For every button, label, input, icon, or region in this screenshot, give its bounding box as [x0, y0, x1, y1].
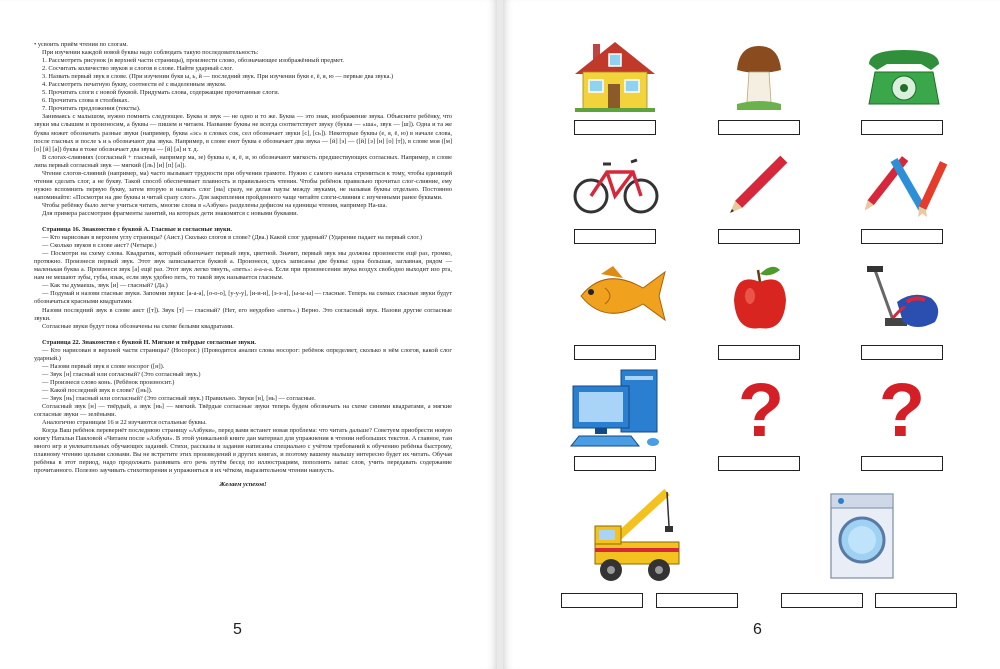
answer-box[interactable] — [861, 229, 943, 244]
paragraph: В слогах-слияниях (согласный + гласный, например ма, зе) буквы е, я, ё, и, ю обозначают мягкость предшествующих согласных. Например, в слове липа первый согласный звук — мягкий ([ль] [и] [п] [а]). — [34, 153, 452, 169]
answer-box[interactable] — [574, 120, 656, 135]
house-icon — [575, 40, 655, 112]
answer-box[interactable] — [781, 593, 863, 608]
section-heading: Страница 22. Знакомство с буквой Н. Мягкие и твёрдые согласные звуки. — [42, 338, 256, 346]
answer-box[interactable] — [718, 229, 800, 244]
answer-box[interactable] — [656, 593, 738, 608]
instructions-text — [34, 41, 452, 489]
answer-box[interactable] — [875, 593, 957, 608]
paragraph: Когда Ваш ребёнок перевернёт последнюю страницу «Азбуки», перед вами встанет новая проблема: что читать дальше? Советуем приобрести новую книгу Натальи Павловой «Читаем после «Азбуки». В этой уникальной книге дан материал для упражнения в чтении небольших текстов. А главное, там много игр и увлекательных обучающих заданий. Стихи, рассказы и задания написаны специально с учётом требований к обучению ребёнка быстрому, плавному чтению целыми словами. Вы не встретите этих произведений в других книгах, и поэтому вашему малышу интересно будет их читать. Обучая ребёнка в этот период, надо продолжать развивать его речь путём бесед по иллюстрациям, пополнять запас слов, учить передавать содержание прочитанного. Полезно заучивать стихотворения и упражняться в их чётком, выразительном чтении наизусть. — [34, 427, 452, 475]
svg-text:?: ? — [879, 374, 925, 446]
paragraph: При изучении каждой новой буквы надо соблюдать такую последовательность: — [42, 49, 259, 57]
answer-box[interactable] — [861, 345, 943, 360]
pencil-icon — [725, 150, 789, 222]
bicycle-icon — [573, 152, 659, 218]
paragraph: 2. Сосчитать количество звуков и слогов в слове. Найти ударный слог. — [42, 65, 233, 73]
answer-box[interactable] — [574, 229, 656, 244]
paragraph: — Как ты думаешь, звук [и] — гласный? (Да.) — [42, 282, 168, 290]
paragraph: Аналогично страницам 16 и 22 изучаются остальные буквы. — [42, 419, 207, 427]
page-number: 5 — [233, 621, 242, 638]
question-mark-icon — [879, 374, 925, 446]
answer-box[interactable] — [861, 120, 943, 135]
paragraph: 3. Назвать первый звук в слове. (При изучении букв ы, ь, й — последний звук. При изучении букв е, ё, я, ю — первые два звука.) — [42, 73, 394, 81]
paragraph: 5. Прочитать слоги с новой буквой. Придумать слова, содержащие прочитанные слоги. — [42, 89, 280, 97]
apple-icon — [728, 262, 792, 336]
paragraph: — Сколько звуков в слове аист? (Четыре.) — [42, 242, 157, 250]
right-page — [503, 0, 1000, 669]
paragraph: Занимаясь с малышом, нужно помнить следующее. Буква и звук — не одно и то же. Буква — это знак, изображение звука. Объясните ребёнку, что звуки мы слышим и произносим, а буквы — пишем и читаем. Название буквы не всегда соответствует звуку (буква — «ша», звук — [ш]). Одна и та же буква может обозначать разные звуки (например, буква «эс» в словах сок, сел обозначает звуки [с], [сь]). Некоторые буквы (е, я, ё, ю) в начале слова, после гласных и после ъ и ь обозначают два звука. Например, в слове енот буква е обозначает два звука — [й] [э] — ([й] [э] [н] [о] [т]), в слове моя ([м] [о] [й] [а]) буква я тоже обозначает два звука — [й] [а] и т. д. — [34, 113, 452, 153]
paragraph: — Кто нарисован в верхней части страницы? (Носорог.) (Проводится анализ слова носорог: ребёнок определяет, сколько в нём слогов, какой слог ударный.) — [34, 346, 452, 362]
answer-box[interactable] — [574, 345, 656, 360]
answer-box[interactable] — [574, 456, 656, 471]
telephone-icon — [865, 46, 943, 108]
paragraph: Чтение слогов-слияний (например, ма) часто вызывает трудности при обучении грамоте. Нужно с самого начала стремиться к тому, чтобы единицей чтения сделать слог, а не букву. Такой способ обеспечивает плавность и правильность чтения. Чтобы ребёнок правильно прочитал слог-слияние, ему нужно вспомнить первую букву, затем вторую и назвать слог [ма] сразу, не делая паузы между звуками, не называя буквы отдельно. Постоянно напоминайте: «Посмотри на две буквы и читай сразу слог». Для закрепления пройденного чаще читайте слоги-слияния с изученными ранее буквами. — [34, 169, 452, 201]
paragraph: Чтобы ребёнку было легче учиться читать, многие слова в «Азбуке» разделены дефисом на единицы чтения, например На-ша. — [42, 201, 388, 209]
answer-box[interactable] — [718, 456, 800, 471]
paragraph: 1. Рассмотреть рисунок (в верхней части страницы), произнести слово, обозначающее изображённый предмет. — [42, 57, 345, 65]
answer-box[interactable] — [561, 593, 643, 608]
paragraph: — Кто нарисован в верхнем углу страницы? (Аист.) Сколько слогов в слове? (Два.) Какой слог ударный? (Ударение падает на первый слог.) — [42, 234, 423, 242]
computer-icon — [569, 366, 667, 452]
section-heading: Страница 16. Знакомство с буквой А. Гласные и согласные звуки. — [42, 226, 232, 234]
paragraph: • усвоить приём чтения по слогам. — [34, 41, 129, 48]
washing-machine-icon — [825, 490, 899, 582]
paragraph: 4. Рассмотреть печатную букву, соотнести её с выделенным звуком. — [42, 81, 227, 89]
answer-box[interactable] — [861, 456, 943, 471]
paragraph: Назови последний звук в слове аист ([т]). Звук [т] — гласный? (Нет, его неудобно «петь».) Верно. Это согласный звук. Назови другие согласные звуки. — [34, 306, 452, 322]
paragraph: Согласные звуки будут пока обозначены на схеме белыми квадратами. — [42, 322, 234, 330]
paragraph: — Произнеси слово конь. (Ребёнок произносит.) — [42, 378, 175, 386]
paragraph: 7. Прочитать предложения (тексты). — [42, 105, 141, 113]
question-mark-icon — [738, 374, 784, 446]
pencils-icon — [865, 150, 949, 224]
paragraph: — Назови первый звук в слове носорог ([н]). — [42, 362, 165, 370]
mushroom-icon — [735, 44, 783, 110]
closing-text: Желаем успехов! — [219, 481, 267, 489]
crane-truck-icon — [589, 486, 685, 586]
left-page — [0, 0, 497, 669]
answer-box[interactable] — [718, 345, 800, 360]
vacuum-cleaner-icon — [853, 262, 945, 340]
paragraph: — Посмотри на схему слова. Квадратик, который обозначает первый звук, цветной. Значит, первый звук мы должны произнести ещё раз, громко, протяжно. Произнеси первый звук. Этот звук записывается буквой а. Произнеси, здесь записаны две буквы: одна большая, заглавная, рядом — маленькая буква а. Произнеси звук [а] ещё раз. Этот звук легко тянуть, «петь»: а-а-а-а. Если при произнесении звука воздух свободно выходит изо рта, нам не мешают зубы, губы, язык, если звук удобно петь, то такой звук называется гласным. — [34, 250, 452, 282]
svg-text:?: ? — [738, 374, 784, 446]
paragraph: — Звук [нь] гласный или согласный? (Это согласный звук.) Правильно. Звуки [н], [нь] — согласные. — [42, 394, 316, 402]
paragraph: Согласный звук [н] — твёрдый, а звук [нь] — мягкий. Твёрдые согласные звуки теперь будем обозначать на схеме синими квадратами, а мягкие согласные звуки — зелёными. — [34, 403, 452, 419]
paragraph: — Какой последний звук в слове? ([нь]). — [42, 386, 153, 394]
fish-icon — [561, 262, 669, 330]
paragraph: — Подумай и назови гласные звуки. Запомни звуки: [а-а-а], [о-о-о], [у-у-у], [и-и-и], [э-э-э], [ы-ы-ы] — гласные. Теперь на схемах гласные звуки будут обозначаться красными квадратами. — [34, 290, 452, 306]
paragraph: — Звук [н] гласный или согласный? (Это согласный звук.) — [42, 370, 201, 378]
paragraph: 6. Прочитать слова в столбиках. — [42, 97, 130, 105]
page-number: 6 — [753, 621, 762, 638]
answer-box[interactable] — [718, 120, 800, 135]
paragraph: Для примера рассмотрим фрагменты занятий, на которых дети знакомятся с новыми буквами. — [42, 209, 299, 217]
